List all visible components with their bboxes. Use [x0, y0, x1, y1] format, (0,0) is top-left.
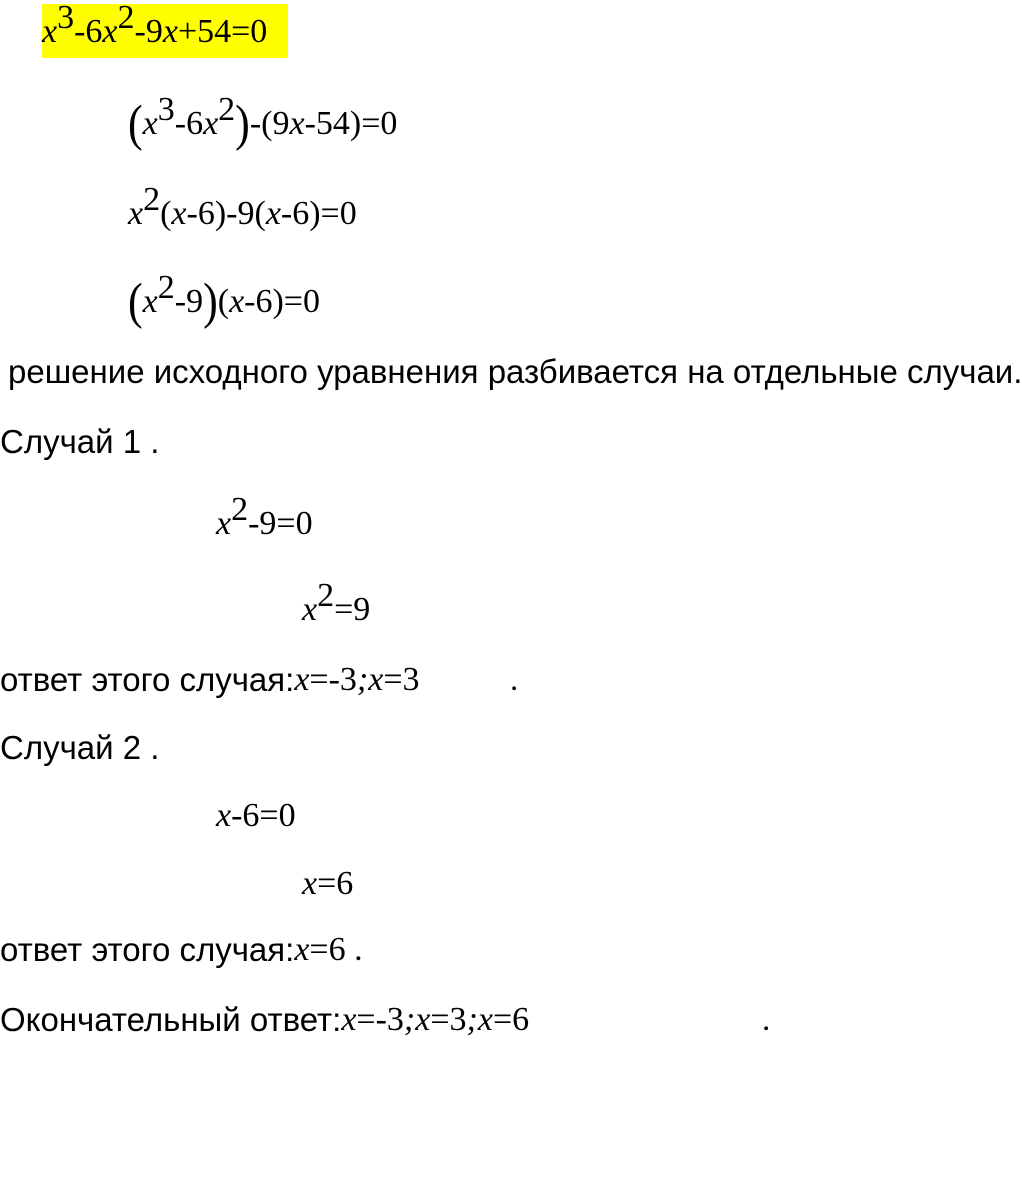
var-x: x [477, 1001, 493, 1038]
var-x: x [294, 661, 310, 698]
case-1-answer-dot: . [510, 662, 519, 698]
term: -6 [174, 105, 204, 142]
separator: ; [356, 661, 369, 698]
term: =9 [334, 591, 371, 628]
term: =6 . [309, 931, 363, 968]
term: -9=0 [248, 505, 313, 542]
step-1-equation [128, 91, 398, 152]
term: =3 [430, 1001, 467, 1038]
var-x: x [216, 505, 232, 542]
exponent: 2 [231, 491, 249, 528]
separator: ; [466, 1001, 478, 1038]
main-equation [42, 0, 268, 52]
paren: ) [235, 95, 250, 152]
exponent: 2 [317, 577, 335, 614]
case-2-title: Случай 2 . [0, 729, 160, 766]
term: -6)=0 [244, 283, 320, 320]
final-answer-label: Окончательный ответ: [0, 1001, 342, 1038]
var-x: x [203, 105, 219, 142]
paren: ) [203, 273, 218, 330]
var-x: x [142, 283, 158, 320]
var-x: x [341, 1001, 357, 1038]
term: =-3 [309, 661, 357, 698]
var-x: x [128, 195, 144, 232]
term: -6)-9( [186, 195, 266, 232]
term: =3 [383, 661, 420, 698]
var-x: x [265, 195, 281, 232]
term: ( [160, 195, 172, 232]
case-1-title: Случай 1 . [0, 423, 160, 460]
answer-label: ответ этого случая: [0, 931, 295, 968]
var-x: x [294, 931, 310, 968]
case-1-equation-2 [302, 577, 371, 630]
case-2-equation-1 [216, 796, 296, 836]
term: -54)=0 [304, 105, 398, 142]
var-x: x [102, 13, 118, 50]
exponent: 2 [218, 91, 236, 128]
var-x: x [229, 283, 245, 320]
var-x: x [302, 865, 318, 902]
var-x: x [142, 105, 158, 142]
term: =6 [317, 865, 354, 902]
step-3-equation [128, 269, 320, 330]
paren: ( [128, 95, 143, 152]
term: -9 [174, 283, 204, 320]
term: -6=0 [231, 797, 296, 834]
term: +54=0 [177, 13, 268, 50]
var-x: x [216, 797, 232, 834]
term: -9 [134, 13, 163, 50]
case-1-equation-1 [216, 491, 313, 544]
intro-text: решение исходного уравнения разбивается на отдельные случаи. [8, 353, 1022, 390]
final-answer-dot: . [762, 1002, 771, 1038]
step-2-equation [128, 181, 357, 234]
separator: ; [403, 1001, 416, 1038]
case-1-answer [0, 660, 420, 700]
var-x: x [162, 13, 178, 50]
exponent: 3 [57, 0, 75, 36]
exponent: 2 [157, 269, 175, 306]
var-x: x [171, 195, 187, 232]
exponent: 3 [157, 91, 175, 128]
var-x: x [415, 1001, 431, 1038]
var-x: x [289, 105, 305, 142]
case-2-answer [0, 930, 363, 970]
var-x: x [302, 591, 318, 628]
term: -6)=0 [280, 195, 357, 232]
exponent: 2 [143, 181, 161, 218]
term: -6 [74, 13, 103, 50]
paren: ( [128, 273, 143, 330]
term: -(9 [249, 105, 290, 142]
term: ( [217, 283, 230, 320]
final-answer [0, 1000, 529, 1040]
term: =-3 [356, 1001, 404, 1038]
var-x: x [42, 13, 58, 50]
case-2-equation-2 [302, 864, 353, 904]
var-x: x [368, 661, 384, 698]
term: =6 [492, 1001, 530, 1038]
exponent: 2 [117, 0, 135, 36]
answer-label: ответ этого случая: [0, 661, 295, 698]
